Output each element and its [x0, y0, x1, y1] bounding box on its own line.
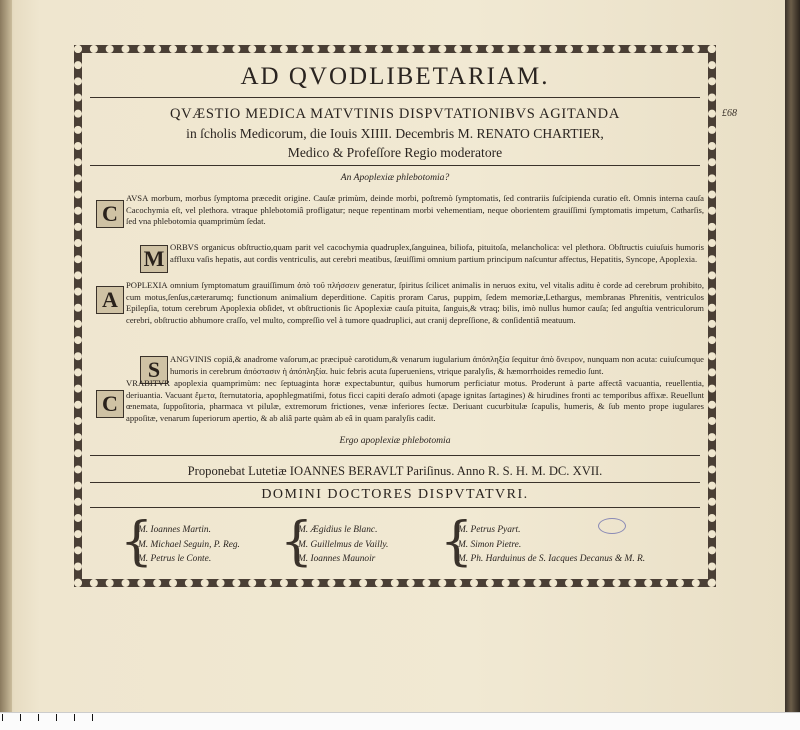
paragraph-5-text: apoplexia quamprimùm: nec ſeptuaginta horæ expectabuntur, quibus humorum perficiatur motus. Proderunt à parte affectâ vacuantia, reuellentia, deriuantia. Vacuant ἔμετα, ſternutatoria, apophlegmatiſmi, fotus ficci capiti deraſo admoti (apage ignitas ſartagines) & hirudines fronti ac temporibus affixæ. Reuellunt œnemata, ſuppoſitoria, pharmaca vt pilulæ, extremorum frictiones, venæ inferiores ſectæ. Deriuant cucurbitulæ ſcapulis, humeris, & ſub mento prope iugulares appoſitæ, venarum ſuperiorum apertio, & ab aliâ parte quàm ab eâ in quam paralyſis cadit. — [126, 378, 704, 423]
dropcap-5: C — [96, 390, 124, 418]
doctores-heading: DOMINI DOCTORES DISPVTATVRI. — [261, 487, 529, 502]
rule-above-proponebat — [90, 455, 700, 456]
doctor-name: M. Michael Seguin, P. Reg. — [138, 539, 240, 550]
title-rule — [90, 97, 700, 98]
dropcap-3: A — [96, 286, 124, 314]
book-spine-shadow — [0, 0, 12, 712]
paragraph-2-text: organicus obſtructio,quam parit vel cacochymia quadruplex,ſanguinea, biliofa, pituitoſa, melancholica: vel plethora. Obſtructis cuiuſuis humoris affluxu vaſis hepatis, aut cordis ventriculis, aut cerebri meatibus, ſæuiſſimi omnium partium principum naſcuntur affectus, Hepatitis, Syncope, Apoplexia. — [170, 242, 705, 264]
doctor-name: M. Petrus le Conte. — [138, 554, 212, 564]
rule-below-doctores — [90, 507, 700, 508]
paragraph-5-first-word: VRABITVR — [126, 378, 170, 388]
subtitle-line-1: QVÆSTIO MEDICA MATVTINIS DISPVTATIONIBVS AGITANDA — [169, 106, 621, 122]
document-title: AD QVODLIBETARIAM. — [240, 63, 550, 90]
doctor-name: M. Ioannes Maunoir — [298, 554, 376, 564]
dropcap-4: S — [140, 356, 168, 384]
paragraph-1-first-word: AVSA — [126, 193, 149, 203]
dropcap-2: M — [140, 245, 168, 273]
paragraph-4-text: copiâ,& anadrome vaſorum,ac præcipuè carotidum,& venarum iugularium ἀπόπληξία ſequitur ἀπὸ ὄνειρον, nunquam non acuta: cuiuſcumque humoris in cerebrum ἀπόστασιν ἡ ἀπόπληξία. huic febris acuta ſuperueniens, vtrique paralyſis, & hæmorrhoides remedio ſunt. — [170, 354, 704, 376]
doctor-name: M. Ph. Harduinus de S. Iacques Decanus & M. R. — [458, 554, 646, 564]
paragraph-2-first-word: ORBVS — [170, 242, 199, 252]
doctor-name: M. Ægidius le Blanc. — [298, 525, 378, 535]
conclusion-line: Ergo apoplexiæ phlebotomia — [339, 435, 451, 446]
subtitle-line-3: Medico & Profeſſore Regio moderatore — [287, 145, 503, 160]
doctors-column-1 — [138, 523, 240, 567]
paragraph-1 — [126, 193, 704, 228]
scale-ruler — [2, 714, 112, 722]
paragraph-4 — [170, 354, 704, 377]
brace-1: { — [120, 512, 154, 572]
doctor-name: M. Petrus Pyart. — [458, 525, 521, 535]
subtitle-rule — [90, 165, 700, 166]
dropcap-1: C — [96, 200, 124, 228]
paragraph-1-text: morbum, morbus ſymptoma præcedit origine. Cauſæ primùm, deinde morbi, poſtremò ſymptomatis, ſed contrariis ſuſcipienda curatio eſt. Omnis interna cauſa Cacochymia eſt, vel plethora. vtraque phlebotomiâ profligatur; neque repentinam morbi vehementiam, neque oborientem grauiſſimi ſymptomatis impetum, Catharſis, ſed vna phlebotomia quamprimùm ſedat. — [126, 193, 704, 227]
question-line: An Apoplexiæ phlebotomia? — [340, 172, 450, 183]
brace-3: { — [440, 512, 474, 572]
paragraph-3 — [126, 280, 704, 326]
book-edge — [785, 0, 800, 712]
paragraph-2 — [170, 242, 704, 265]
paragraph-5 — [126, 378, 704, 424]
library-stamp — [598, 518, 626, 534]
brace-2: { — [280, 512, 314, 572]
subtitle-line-2: in ſcholis Medicorum, die Iouis XIIII. Decembris M. RENATO CHARTIER, — [186, 126, 604, 141]
scan-ruler-strip — [0, 712, 800, 730]
paragraph-4-first-word: ANGVINIS — [170, 354, 212, 364]
doctors-column-2 — [298, 523, 388, 567]
rule-above-doctores — [90, 482, 700, 483]
margin-note: £68 — [722, 108, 737, 119]
proponebat-line: Proponebat Lutetiæ IOANNES BERAVLT Pariſinus. Anno R. S. H. M. DC. XVII. — [187, 464, 603, 478]
document-subtitle — [90, 105, 700, 162]
doctor-name: M. Guillelmus de Vailly. — [298, 539, 389, 550]
paragraph-3-first-word: POPLEXIA — [126, 280, 168, 290]
doctor-name: M. Simon Pietre. — [458, 539, 522, 550]
doctor-name: M. Ioannes Martin. — [138, 525, 211, 535]
paragraph-3-text: omnium ſymptomatum grauiſſimum ἀπὸ τοῦ πλήσσειν generatur, ſpiritus ſcilicet animalis in neruos exitu, vel vitalis aditu è corde ad cerebrum prohibito, cum motus,ſenſus,cæterarumq; functionum animalium deperditione. Capitis proram Carus, puppim, ſedem memoriæ,Lethargus, membranas Phrenitis, ventriculos Epilepſia, totum cerebrum Apoplexia obſidet, vt obſtructionis ſic Apoplexiæ cauſa pituita, ſanguis,& vtraq; bilis, imò nullus humor cauſa; ſed anguſtia ventriculorum cerebri, obſtructio abhumore craſſo, vel multo, compreſſio vel à tumore quadruplici, aut cranij depreſſione, & conſidentiâ meatuum. — [126, 280, 704, 325]
